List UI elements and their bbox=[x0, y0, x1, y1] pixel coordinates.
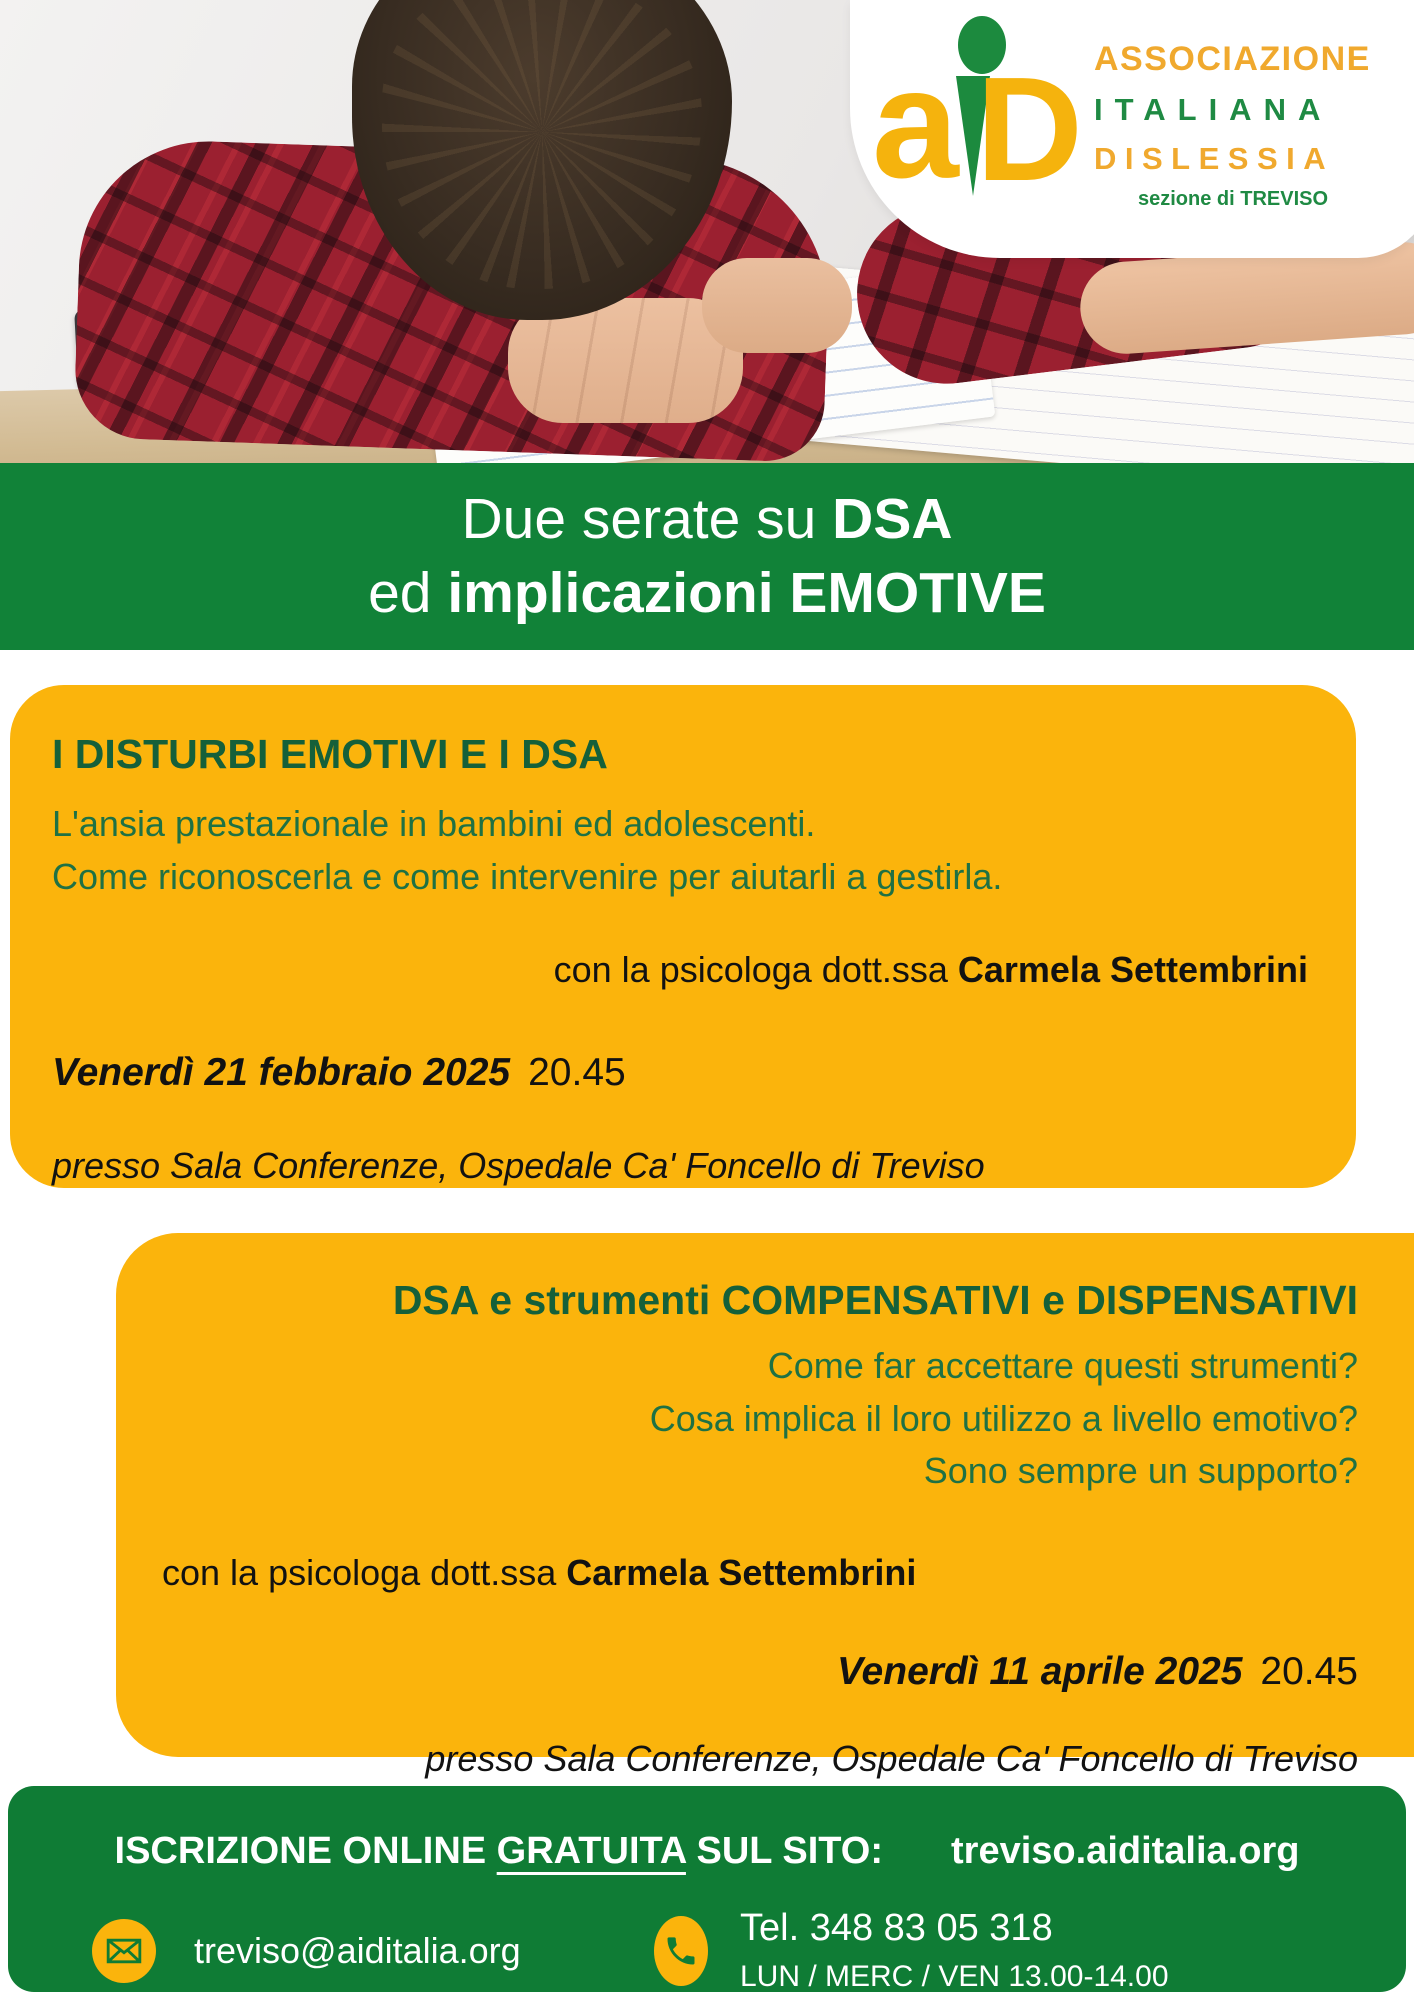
phone-contact[interactable] bbox=[654, 1907, 1169, 1994]
contact-row bbox=[8, 1907, 1406, 1994]
banner-line-2: ed implicazioni EMOTIVE bbox=[368, 560, 1046, 625]
phone-hours: LUN / MERC / VEN 13.00-14.00 bbox=[740, 1960, 1169, 1993]
event2-date: Venerdì 11 aprile 2025 20.45 bbox=[836, 1649, 1358, 1693]
event2-questions: Come far accettare questi strumenti? Cosa implica il loro utilizzo a livello emotivo? Sono sempre un supporto? bbox=[649, 1345, 1358, 1492]
event-card-1 bbox=[10, 685, 1356, 1188]
org-section-label: sezione di TREVISO bbox=[1138, 188, 1329, 210]
website-link[interactable]: treviso.aiditalia.org bbox=[951, 1830, 1300, 1872]
phone-block bbox=[740, 1907, 1169, 1994]
event2-venue: presso Sala Conferenze, Ospedale Ca' Foncello di Treviso bbox=[425, 1737, 1358, 1779]
boy-hand-2 bbox=[702, 258, 852, 353]
signup-gratuita: GRATUITA bbox=[496, 1830, 686, 1872]
logo-letter-a: a bbox=[872, 37, 959, 211]
phone-number[interactable]: Tel. 348 83 05 318 bbox=[740, 1907, 1053, 1949]
logo-letter-d: D bbox=[976, 47, 1083, 212]
event2-speaker: con la psicologa dott.ssa Carmela Settembrini bbox=[162, 1551, 917, 1593]
aid-logo-icon bbox=[872, 14, 1083, 212]
phone-handset-icon bbox=[654, 1916, 708, 1986]
org-name bbox=[1094, 40, 1394, 177]
event-card-2 bbox=[116, 1233, 1414, 1779]
org-line-associazione: ASSOCIAZIONE bbox=[1094, 40, 1371, 78]
email-contact[interactable] bbox=[92, 1919, 654, 1983]
event1-speaker: con la psicologa dott.ssa Carmela Settembrini bbox=[553, 949, 1308, 991]
event1-date: Venerdì 21 febbraio 2025 20.45 bbox=[52, 1051, 626, 1095]
org-line-italiana: ITALIANA bbox=[1094, 92, 1333, 127]
event1-title: I DISTURBI EMOTIVI E I DSA bbox=[52, 731, 608, 777]
aid-logo-bubble bbox=[850, 0, 1414, 258]
event1-venue: presso Sala Conferenze, Ospedale Ca' Foncello di Treviso bbox=[52, 1145, 985, 1187]
footer bbox=[8, 1786, 1406, 1992]
event2-title: DSA e strumenti COMPENSATIVI e DISPENSATIVI bbox=[392, 1277, 1358, 1323]
title-banner bbox=[0, 463, 1414, 650]
email-address[interactable]: treviso@aiditalia.org bbox=[194, 1929, 521, 1971]
event1-description: L'ansia prestazionale in bambini ed adolescenti. Come riconoscerla e come intervenire per aiutarli a gestirla. bbox=[52, 803, 1003, 897]
org-line-dislessia: DISLESSIA bbox=[1094, 141, 1335, 176]
envelope-icon bbox=[92, 1919, 156, 1983]
signup-line bbox=[8, 1830, 1406, 1873]
signup-text: ISCRIZIONE ONLINE GRATUITA SUL SITO: bbox=[114, 1830, 884, 1872]
banner-line-1: Due serate su DSA bbox=[461, 486, 953, 551]
